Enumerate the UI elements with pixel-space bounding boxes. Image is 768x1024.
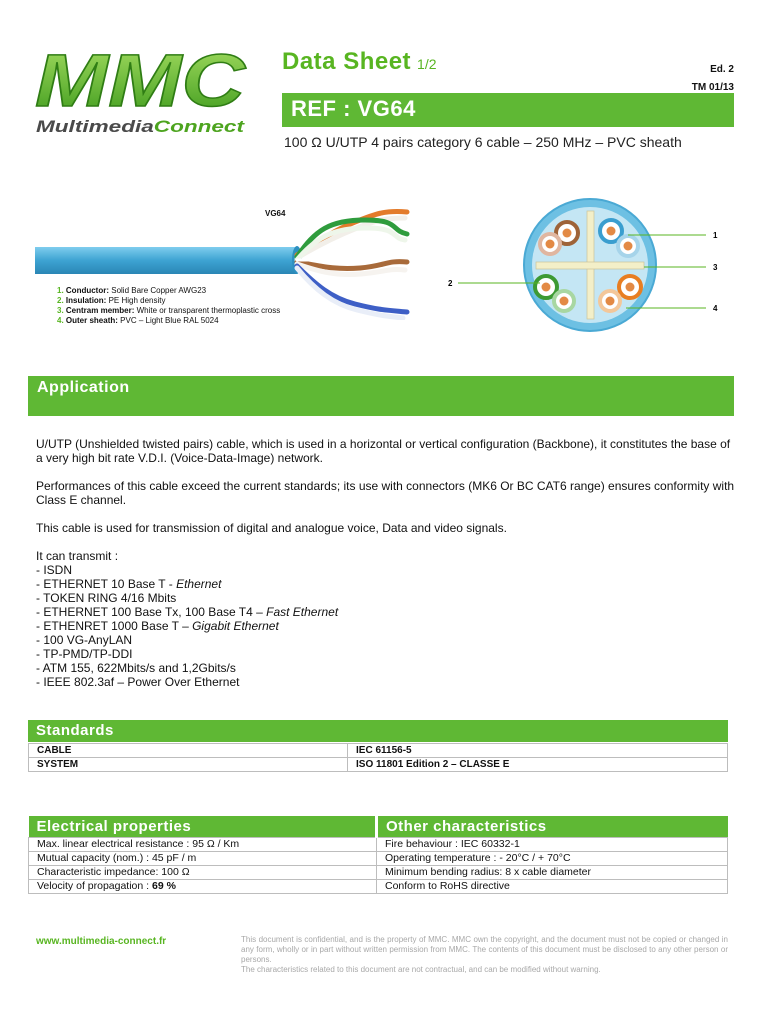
standard-label: SYSTEM [29,758,348,772]
title-text: Data Sheet [282,48,412,75]
disclaimer-text: The characteristics related to this document are not contractual, and can be modified without warning. [241,965,601,974]
part-item: 2. Insulation: PE High density [57,296,166,305]
table-row [29,879,728,893]
standards-table [28,743,728,772]
standard-value: IEC 61156-5 [348,744,728,758]
transmit-intro: It can transmit : [36,549,119,563]
xsec-label-3: 3 [713,263,718,272]
xsec-label-1: 1 [713,231,718,240]
application-heading: Application [28,376,734,416]
list-item: - ISDN [36,563,736,577]
table-header-row [29,816,728,837]
logo-mark: MMC [35,46,247,122]
table-row [29,851,728,865]
application-paragraph: Performances of this cable exceed the current standards; its use with connectors (MK6 Or BC CAT6 range) ensures conformity with Class E channel. [36,479,735,507]
svg-text:MultimediaConnect [36,117,246,136]
standards-heading: Standards [28,720,728,742]
logo-name-part1: Multimedia [36,117,125,136]
part-item: 1. Conductor: Solid Bare Copper AWG23 [57,286,207,295]
application-paragraph: U/UTP (Unshielded twisted pairs) cable, which is used in a horizontal or vertical configuration (Backbone), it constitutes the base of a very high bit rate V.D.I. (Voice-Data-Image) network. [36,437,731,465]
other-heading: Other characteristics [377,816,728,837]
list-item: - ETHERNET 10 Base T - Ethernet [36,577,736,591]
website-link[interactable]: www.multimedia-connect.fr [36,936,167,947]
mmc-logo [30,46,250,138]
transmit-list [36,563,736,689]
velocity-value: 69 % [152,880,176,892]
other-cell: Fire behaviour : IEC 60332-1 [377,837,728,851]
xsec-label-4: 4 [713,304,718,313]
list-item: - ATM 155, 622Mbits/s and 1,2Gbits/s [36,661,736,675]
disclaimer-text: This document is confidential, and is the property of MMC. MMC own the copyright, and the document must not be copied or changed in any form, wholly or in part without written permission from MMC. The contents of this document must be disclosed to any other person or persons. [241,935,728,964]
electrical-cell: Velocity of propagation : 69 % [29,879,377,893]
electrical-heading: Electrical properties [29,816,377,837]
list-item: - ETHENRET 1000 Base T – Gigabit Ethernet [36,619,736,633]
list-item: - IEEE 802.3af – Power Over Ethernet [36,675,736,689]
standard-value: ISO 11801 Edition 2 – CLASSE E [348,758,728,772]
page-number: 1/2 [417,56,437,72]
part-item: 4. Outer sheath: PVC – Light Blue RAL 5024 [57,316,219,325]
product-subtitle: 100 Ω U/UTP 4 pairs category 6 cable – 250 MHz – PVC sheath [284,134,682,150]
application-paragraph: This cable is used for transmission of digital and analogue voice, Data and video signals. [36,521,507,535]
table-row [29,744,728,758]
parts-list [57,286,280,326]
table-row [29,865,728,879]
electrical-cell: Mutual capacity (nom.) : 45 pF / m [29,851,377,865]
page-title [282,48,437,76]
list-item: - TP-PMD/TP-DDI [36,647,736,661]
electrical-cell: Characteristic impedance: 100 Ω [29,865,377,879]
part-item: 3. Centram member: White or transparent thermoplastic cross [57,306,281,315]
list-item: - 100 VG-AnyLAN [36,633,736,647]
other-cell: Operating temperature : - 20°C / + 70°C [377,851,728,865]
logo-name-part2: Connect [153,117,222,136]
table-row [29,758,728,772]
tm-code-label: TM 01/13 [691,82,734,93]
list-item: - ETHERNET 100 Base Tx, 100 Base T4 – Fast Ethernet [36,605,736,619]
list-item: - TOKEN RING 4/16 Mbits [36,591,736,605]
cable-label: VG64 [265,209,286,218]
disclaimer [241,935,728,975]
table-row [29,837,728,851]
reference-banner: REF : VG64 [282,93,734,127]
other-cell: Conform to RoHS directive [377,879,728,893]
properties-table [28,816,728,894]
xsec-label-2: 2 [448,279,453,288]
cable-cross-section [440,195,740,335]
electrical-cell: Max. linear electrical resistance : 95 Ω / Km [29,837,377,851]
standard-label: CABLE [29,744,348,758]
other-cell: Minimum bending radius: 8 x cable diameter [377,865,728,879]
edition-label: Ed. 2 [710,64,734,75]
application-body [36,437,736,689]
